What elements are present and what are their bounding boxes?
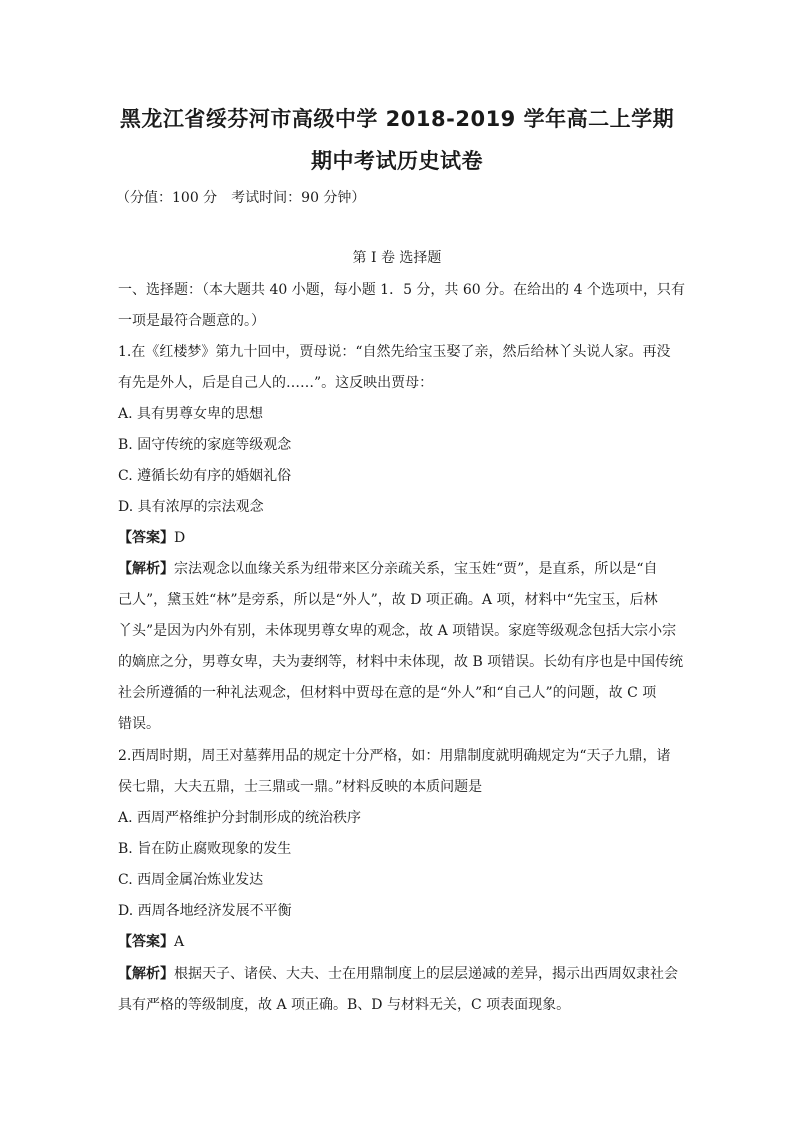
answer-value: A: [174, 934, 185, 950]
question-1-stem-line-1: 1.在《红楼梦》第九十回中，贾母说：“自然先给宝玉娶了亲，然后给林丫头说人家。再没: [118, 344, 671, 360]
question-1-analysis-line-5: 社会所遵循的一种礼法观念，但材料中贾母在意的是“外人”和“自己人”的问题，故 C 项: [118, 685, 657, 701]
analysis-label: 【解析】: [118, 966, 174, 982]
question-2-stem-line-2: 侯七鼎，大夫五鼎，士三鼎或一鼎。”材料反映的本质问题是: [118, 779, 483, 795]
question-2-option-b: B. 旨在防止腐败现象的发生: [118, 841, 292, 857]
question-2-analysis-line-2: 具有严格的等级制度，故 A 项正确。B、D 与材料无关，C 项表面现象。: [118, 997, 571, 1013]
analysis-text: 根据天子、诸侯、大夫、士在用鼎制度上的层层递减的差异，揭示出西周奴隶社会: [174, 966, 678, 982]
instructions-line-1: 一、选择题：（本大题共 40 小题，每小题 1．5 分，共 60 分。在给出的 4 个选项中，只有: [118, 282, 685, 298]
exam-meta: （分值：100 分 考试时间：90 分钟）: [116, 190, 366, 206]
question-1-option-b: B. 固守传统的家庭等级观念: [118, 437, 292, 453]
answer-label: 【答案】: [118, 530, 174, 546]
question-1-option-a: A. 具有男尊女卑的思想: [118, 406, 264, 422]
question-1-analysis-line-6: 错误。: [118, 716, 160, 732]
question-2-option-c: C. 西周金属冶炼业发达: [118, 872, 264, 888]
section-heading: 第 I 卷 选择题: [352, 250, 442, 266]
page-title-line-1: 黑龙江省绥芬河市高级中学 2018-2019 学年高二上学期: [119, 107, 675, 131]
question-2-option-a: A. 西周严格维护分封制形成的统治秩序: [118, 810, 362, 826]
question-1-stem-line-2: 有先是外人，后是自己人的……”。这反映出贾母：: [118, 375, 434, 391]
question-1-option-d: D. 具有浓厚的宗法观念: [118, 499, 264, 515]
question-2-stem-line-1: 2.西周时期，周王对墓葬用品的规定十分严格，如：用鼎制度就明确规定为“天子九鼎，诸: [118, 748, 671, 764]
instructions-line-2: 一项是最符合题意的。）: [118, 313, 265, 329]
analysis-label: 【解析】: [118, 561, 174, 577]
analysis-text: 宗法观念以血缘关系为纽带来区分亲疏关系，宝玉姓“贾”，是直系，所以是“自: [174, 561, 658, 577]
question-2-answer: [118, 932, 688, 952]
question-2-option-d: D. 西周各地经济发展不平衡: [118, 903, 292, 919]
question-1-analysis-line-4: 的嫡庶之分，男尊女卑，夫为妻纲等，材料中未体现，故 B 项错误。长幼有序也是中国传统: [118, 654, 684, 670]
answer-value: D: [174, 530, 186, 546]
question-1-analysis-line-2: 己人”，黛玉姓“林”是旁系，所以是“外人”，故 D 项正确。A 项，材料中“先宝玉，后林: [118, 592, 658, 608]
page-title-line-2: 期中考试历史试卷: [311, 149, 483, 173]
question-1-option-c: C. 遵循长幼有序的婚姻礼俗: [118, 468, 292, 484]
question-2-analysis-line-1: [118, 964, 688, 984]
answer-label: 【答案】: [118, 934, 174, 950]
question-1-answer: [118, 528, 688, 548]
question-1-analysis-line-3: 丫头”是因为内外有别，未体现男尊女卑的观念，故 A 项错误。家庭等级观念包括大宗小宗: [118, 623, 677, 639]
question-1-analysis-line-1: [118, 559, 688, 579]
